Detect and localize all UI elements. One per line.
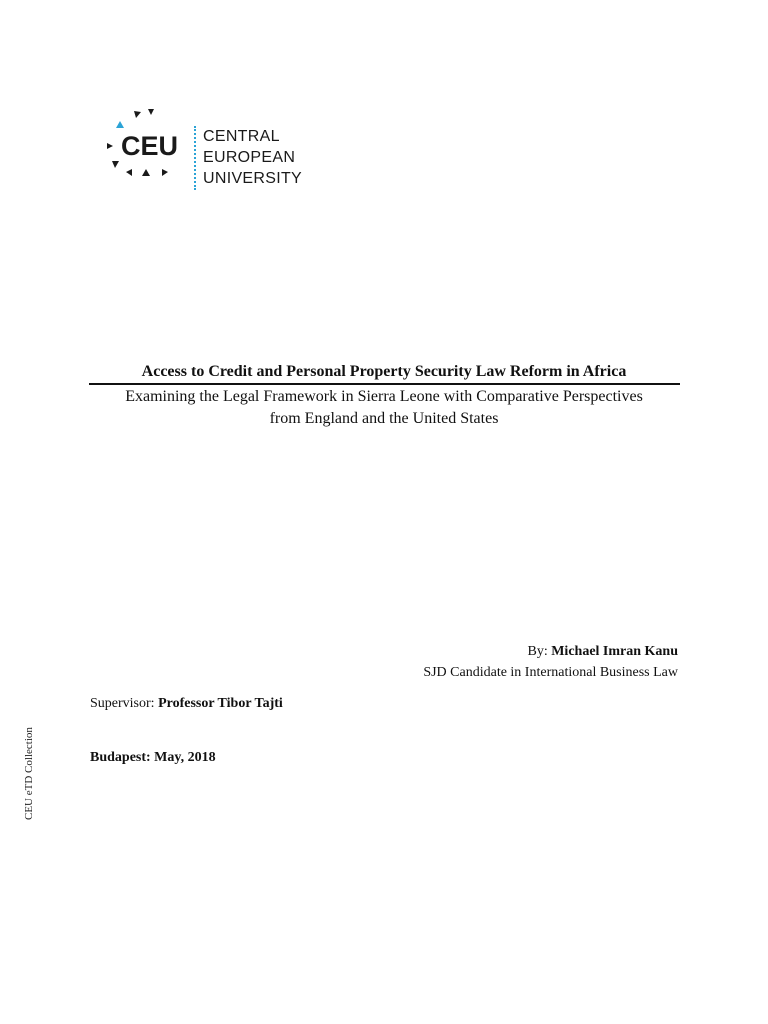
author-role: SJD Candidate in International Business Law	[423, 665, 678, 680]
author-line	[423, 641, 678, 662]
logo-triangle	[126, 169, 132, 176]
subtitle-line-2: from England and the United States	[269, 410, 499, 427]
subtitle-line-1: Examining the Legal Framework in Sierra Leone with Comparative Perspectives	[125, 388, 643, 405]
logo-triangle	[112, 161, 119, 168]
logo-name-line: EUROPEAN	[203, 149, 296, 166]
logo-triangle	[148, 109, 154, 115]
by-label: By:	[527, 644, 552, 659]
supervisor-label: Supervisor:	[90, 696, 159, 711]
place-date: Budapest: May, 2018	[90, 750, 216, 765]
logo-triangle-accent	[116, 121, 124, 128]
logo-name-line: CENTRAL	[203, 128, 280, 145]
ceu-logo	[104, 106, 304, 192]
etd-collection-watermark: CEU eTD Collection	[23, 727, 35, 820]
logo-triangle	[162, 169, 168, 176]
logo-divider	[194, 126, 196, 190]
author-name: Michael Imran Kanu	[551, 644, 678, 659]
supervisor-name: Professor Tibor Tajti	[158, 696, 283, 711]
logo-abbr: CEU	[121, 131, 179, 161]
supervisor-line	[90, 694, 283, 714]
author-block	[423, 641, 678, 683]
logo-university-name	[203, 126, 302, 189]
logo-triangle	[134, 111, 141, 118]
logo-name-line: UNIVERSITY	[203, 170, 303, 187]
thesis-title: Access to Credit and Personal Property Security Law Reform in Africa	[141, 363, 627, 380]
logo-triangle	[107, 143, 113, 149]
logo-triangle	[142, 169, 150, 176]
title-underline	[89, 383, 680, 385]
thesis-subtitle	[0, 386, 768, 430]
ceu-logo-mark	[104, 106, 188, 190]
